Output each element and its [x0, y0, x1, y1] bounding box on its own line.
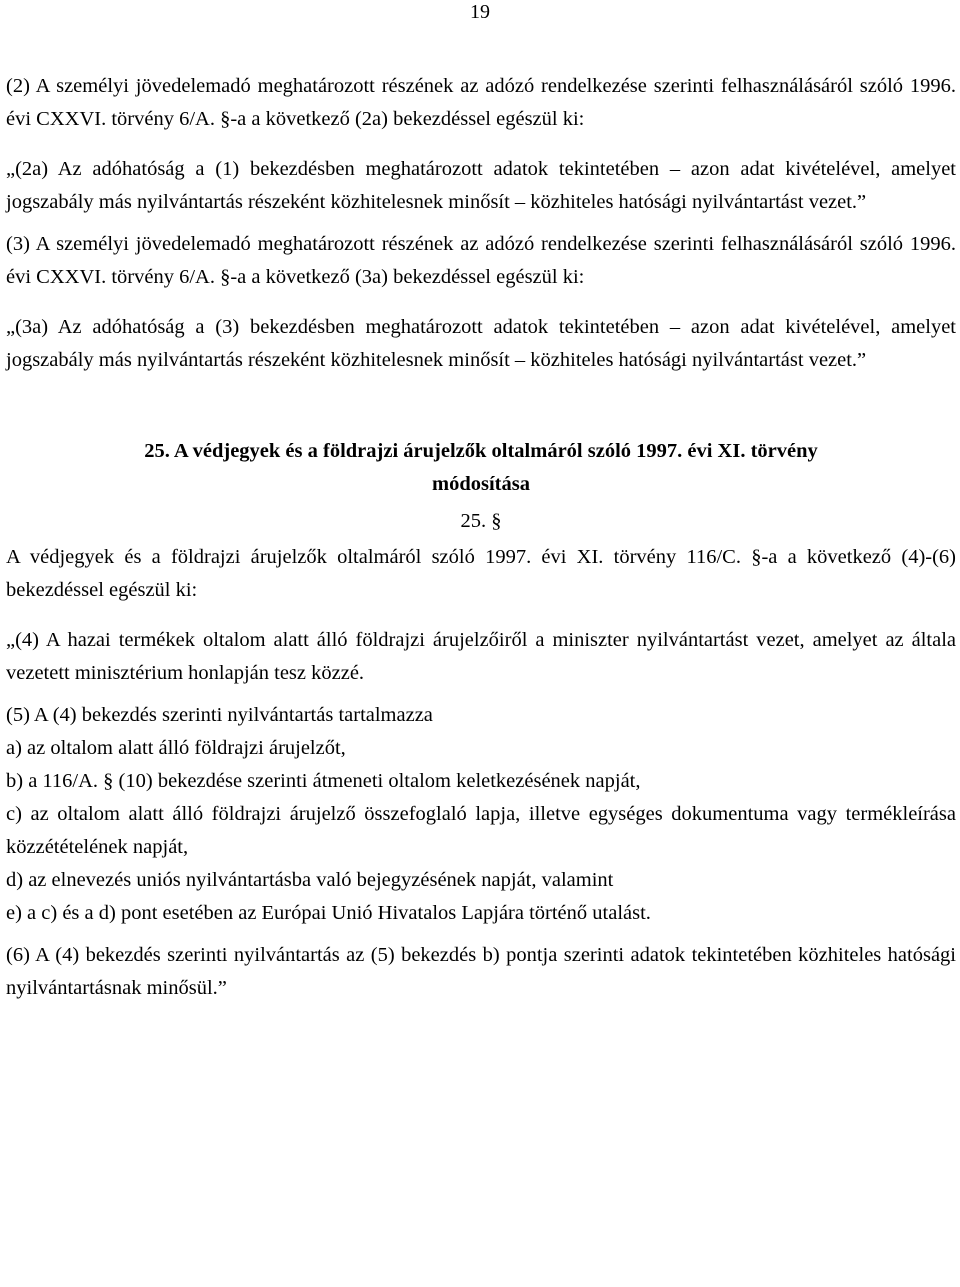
- paragraph-2: (2) A személyi jövedelemadó meghatározott részének az adózó rendelkezése szerinti felhasználásáról szóló 1996. évi CXXVI. törvény 6/A. §-a a következő (2a) bekezdéssel egészül ki:: [6, 75, 956, 130]
- paragraph-5: (5) A (4) bekezdés szerinti nyilvántartás tartalmazza: [6, 704, 433, 726]
- page-number: 19: [470, 1, 490, 23]
- section-intro: A védjegyek és a földrajzi árujelzők oltalmáról szóló 1997. évi XI. törvény 116/C. §-a a következő (4)-(6) bekezdéssel egészül ki:: [6, 546, 956, 601]
- paragraph-2a: „(2a) Az adóhatóság a (1) bekezdésben meghatározott adatok tekintetében – azon adat kivételével, amelyet jogszabály más nyilvántartás részeként közhitelesnek minősít – közhiteles hatósági nyilvántartást vezet.”: [6, 158, 956, 213]
- section-heading: 25. A védjegyek és a földrajzi árujelzők oltalmáról szóló 1997. évi XI. törvény: [144, 440, 818, 462]
- list-item: d) az elnevezés uniós nyilvántartásba való bejegyzésének napját, valamint: [6, 869, 614, 891]
- paragraph-3a: „(3a) Az adóhatóság a (3) bekezdésben meghatározott adatok tekintetében – azon adat kivételével, amelyet jogszabály más nyilvántartás részeként közhitelesnek minősít – közhiteles hatósági nyilvántartást vezet.”: [6, 316, 956, 371]
- section-number: 25. §: [460, 510, 502, 532]
- paragraph-3: (3) A személyi jövedelemadó meghatározott részének az adózó rendelkezése szerinti felhasználásáról szóló 1996. évi CXXVI. törvény 6/A. §-a a következő (3a) bekezdéssel egészül ki:: [6, 233, 956, 288]
- list-item: b) a 116/A. § (10) bekezdése szerinti átmeneti oltalom keletkezésének napját,: [6, 770, 641, 792]
- document-body: [6, 70, 956, 1005]
- list-item: c) az oltalom alatt álló földrajzi árujelző összefoglaló lapja, illetve egységes dokumentuma vagy termékleírása közzétételének napját,: [6, 803, 956, 858]
- list-item: a) az oltalom alatt álló földrajzi árujelzőt,: [6, 737, 346, 759]
- paragraph-4: „(4) A hazai termékek oltalom alatt álló földrajzi árujelzőiről a miniszter nyilvántartást vezet, amelyet az általa vezetett minisztérium honlapján tesz közzé.: [6, 629, 956, 684]
- paragraph-6: (6) A (4) bekezdés szerinti nyilvántartás az (5) bekezdés b) pontja szerinti adatok tekintetében közhiteles hatósági nyilvántartásnak minősül.”: [6, 944, 956, 999]
- list-item: e) a c) és a d) pont esetében az Európai Unió Hivatalos Lapjára történő utalást.: [6, 902, 651, 924]
- section-heading-line2: módosítása: [432, 473, 530, 495]
